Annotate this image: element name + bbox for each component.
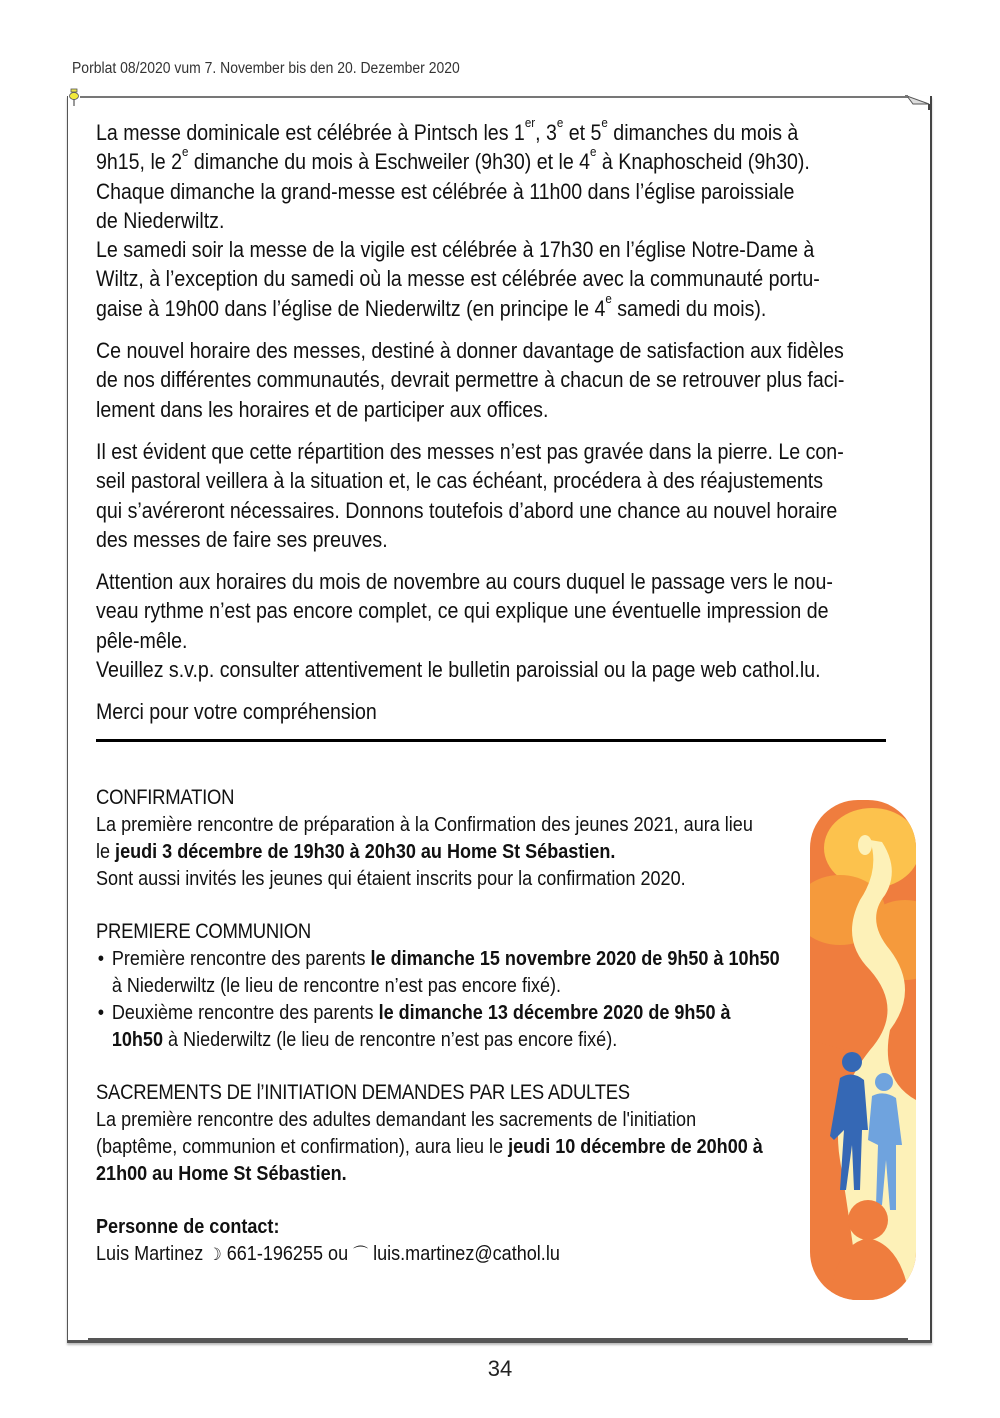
new-schedule-paragraph: Ce nouvel horaire des messes, destiné à donner davantage de satisfaction aux fidèles de nos différentes communautés, devrait permettre à chacun de se retrouver plus faci- lement dans les horaires et de participer aux offices.: [96, 338, 845, 422]
mouse-icon: ⌒: [353, 1245, 369, 1265]
first-communion-title: PREMIERE COMMUNION: [96, 920, 311, 943]
contact-name: Luis Martinez: [96, 1242, 209, 1265]
section-divider: [96, 739, 886, 742]
contact-section: [96, 1213, 818, 1269]
confirmation-title: CONFIRMATION: [96, 786, 235, 809]
contact-title: Personne de contact:: [96, 1215, 280, 1238]
path-people-illustration: [810, 800, 916, 1300]
confirmation-section: CONFIRMATION La première rencontre de préparation à la Confirmation des jeunes 2021, aura lieu le jeudi 3 décembre de 19h30 à 20h30 au Home St Sébastien. Sont aussi invités les jeunes qui étaient inscrits pour la confirmation 2020.: [96, 784, 818, 892]
page-curl-icon: [905, 94, 931, 110]
thanks-paragraph: Merci pour votre compréhension: [96, 699, 377, 725]
contact-phone: 661-196255 ou: [221, 1242, 354, 1265]
list-item: • Première rencontre des parents le dimanche 15 novembre 2020 de 9h50 à 10h50 à Niederwiltz (le lieu de rencontre n’est pas encore fixé).: [96, 945, 818, 999]
adult-sacraments-title: SACREMENTS DE l’INITIATION DEMANDES PAR LES ADULTES: [96, 1081, 630, 1104]
announcements: [96, 784, 816, 1295]
frame-top-border: [80, 96, 908, 98]
footer-divider: [88, 1338, 908, 1340]
pushpin-icon: [68, 88, 80, 108]
contact-email[interactable]: luis.martinez@cathol.lu: [368, 1242, 560, 1265]
communion-meetings-list: [96, 945, 818, 1053]
page-number: 34: [487, 1356, 513, 1381]
phone-icon: ☽: [208, 1245, 222, 1265]
adult-sacraments-section: SACREMENTS DE l’INITIATION DEMANDES PAR LES ADULTES La première rencontre des adultes demandant les sacrements de l'initiation (baptême, communion et confirmation), aura lieu le jeudi 10 décembre de 20h00 à 21h00 au Home St Sébastien.: [96, 1079, 818, 1187]
adjustments-paragraph: Il est évident que cette répartition des messes n’est pas gravée dans la pierre. Le con- seil pastoral veillera à la situation et, le cas échéant, procédera à des réajustements qui s’avéreront nécessaires. Donnons toutefois d’abord une chance au nouvel horaire des messes de faire ses preuves.: [96, 438, 844, 552]
first-communion-section: [96, 918, 818, 1053]
mass-schedule-paragraph: La messe dominicale est célébrée à Pintsch les 1er, 3e et 5e dimanches du mois à 9h15, le 2e dimanche du mois à Eschweiler (9h30) et le 4e à Knaphoscheid (9h30). Chaque dimanche la grand-messe est célébrée à 11h00 dans l’église paroissiale de Niederwiltz. Le samedi soir la messe de la vigile est célébrée à 17h30 en l’église Notre-Dame à Wiltz, à l’exception du samedi où la messe est célébrée avec la communauté portu- gaise à 19h00 dans l’église de Niederwiltz (en principe le 4e samedi du mois).: [96, 115, 820, 321]
list-item: • Deuxième rencontre des parents le dimanche 13 décembre 2020 de 9h50 à 10h50 à Niederwiltz (le lieu de rencontre n’est pas encore fixé).: [96, 999, 818, 1053]
november-notice-paragraph: Attention aux horaires du mois de novembre au cours duquel le passage vers le nou- veau rythme n’est pas encore complet, ce qui explique une éventuelle impression de pêle-mêle. Veuillez s.v.p. consulter attentivement le bulletin paroissial ou la page web cathol.lu.: [96, 569, 833, 683]
page-header: Porblat 08/2020 vum 7. November bis den 20. Dezember 2020: [72, 60, 460, 77]
intro-text: [96, 115, 896, 740]
